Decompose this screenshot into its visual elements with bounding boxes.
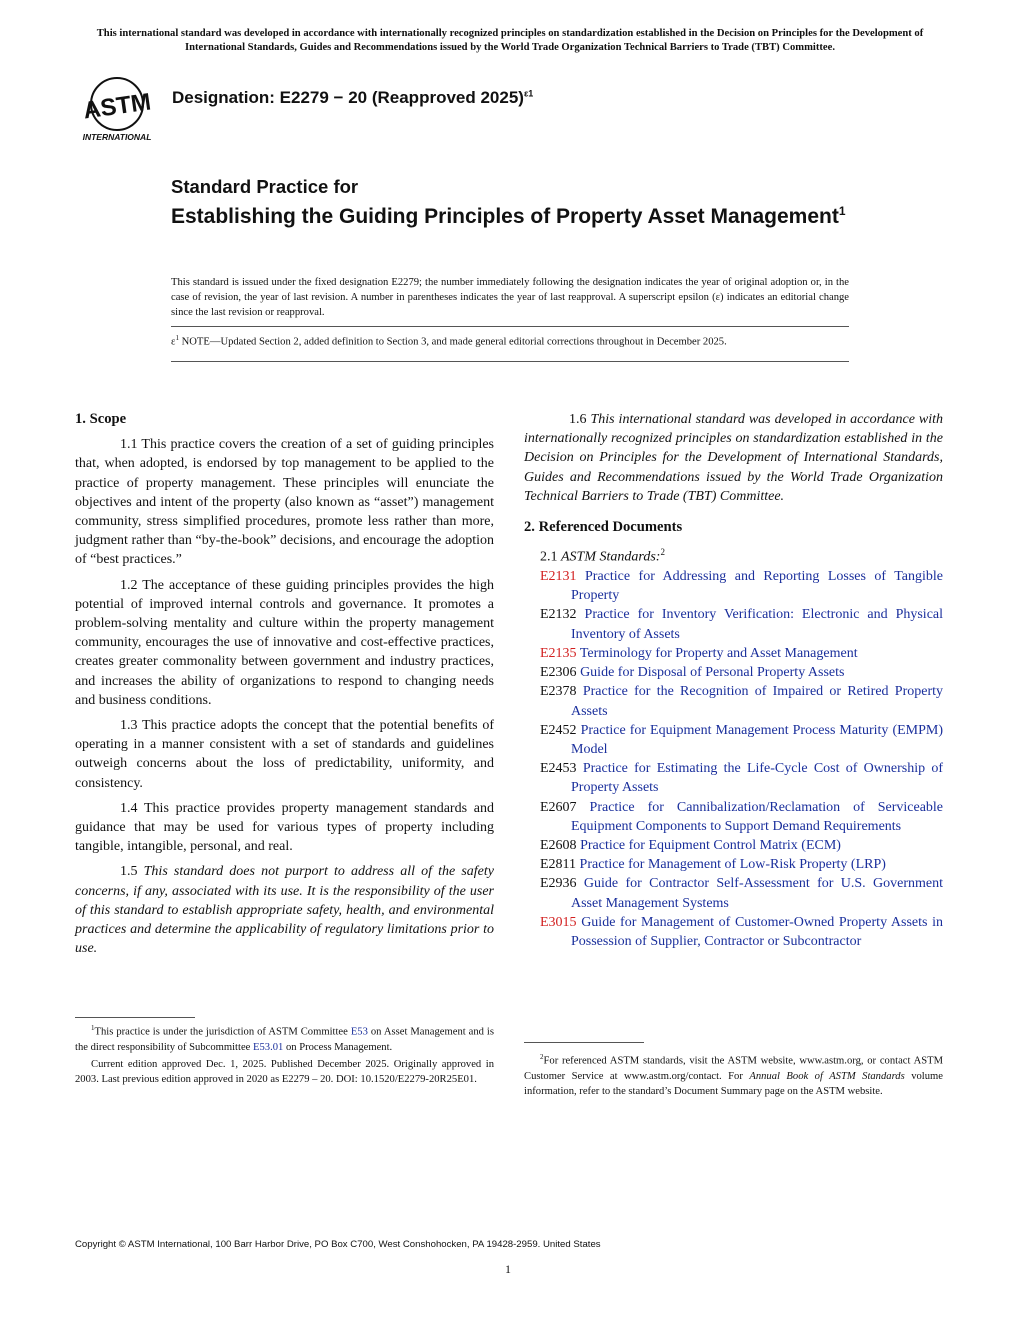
- footnote-2-mark: 2: [540, 1053, 544, 1061]
- title-line-2: [171, 198, 871, 230]
- right-column: [524, 410, 943, 951]
- reference-title-link[interactable]: Practice for Equipment Management Process Maturity (EMPM) Model: [571, 722, 944, 757]
- issuance-statement: This standard is issued under the fixed designation E2279; the number immediately following the designation indicates the year of original adoption or, in the case of revision, the year of last revision. A number in parentheses indicates the year of last reapproval. A superscript epsilon (ε) indicates an editorial change since the last revision or reapproval.: [171, 277, 849, 318]
- reference-code: E2132: [540, 607, 577, 623]
- designation-superscript: ε1: [523, 88, 534, 99]
- paragraph-1-5: [75, 862, 494, 958]
- committee-e53-link[interactable]: E53: [350, 1026, 368, 1038]
- footnote-1-text-a: This practice is under the jurisdiction of ASTM Committee: [94, 1026, 351, 1038]
- designation-text: Designation: E2279 − 20 (Reapproved 2025): [172, 88, 524, 107]
- reference-item: [540, 798, 943, 836]
- divider: [171, 361, 849, 362]
- reference-item: [540, 605, 943, 643]
- paragraph-1-4: 1.4 This practice provides property management standards and guidance that may be used for various types of property including tangible, intangible, personal, and real.: [75, 800, 494, 855]
- reference-code: E2607: [540, 799, 577, 815]
- paragraph-1-1: 1.1 This practice covers the creation of a set of guiding principles that, when adopted, is endorsed by top management to be applied to the practice of property management. These principles will enunciate the objectives and intent of the property (also known as “asset”) management community, stress simplified procedures, promote less rather than more, judgment rather than “by-the-book” decisions, and encourage the adoption of “best practices.”: [75, 437, 494, 568]
- title-footnote-mark: 1: [838, 204, 846, 218]
- footnote-1-para-1: [75, 1021, 494, 1055]
- paragraph-1-6-num: 1.6: [569, 412, 591, 427]
- reference-item: [540, 567, 943, 605]
- footnote-rule: [524, 1042, 644, 1043]
- reference-code[interactable]: E2135: [540, 645, 577, 661]
- epsilon-mark: ε: [171, 336, 176, 348]
- reference-title-link[interactable]: Guide for Contractor Self-Assessment for U.S. Government Asset Management Systems: [571, 876, 943, 911]
- title-main: Establishing the Guiding Principles of Property Asset Management: [171, 205, 839, 228]
- reference-item: [540, 913, 943, 951]
- top-notice: This international standard was developed in accordance with internationally recognized principles on standardization established in the Decision on Principles for the Development of International Standards, Guides and Recommendations issued by the World Trade Organization Technical Barriers to Trade (TBT) Committee.: [96, 28, 924, 53]
- paragraph-1-5-num: 1.5: [120, 864, 144, 880]
- reference-item: [540, 644, 943, 663]
- footnote-1: [75, 1021, 494, 1089]
- divider: [171, 326, 849, 327]
- intro-num: 2.1: [540, 549, 561, 565]
- editorial-note-text: NOTE—Updated Section 2, added definition to Section 3, and made general editorial corrections throughout in December 2025.: [178, 336, 727, 348]
- reference-item: [540, 721, 943, 759]
- astm-logo: [74, 76, 160, 144]
- referenced-documents-heading: 2. Referenced Documents: [524, 519, 683, 536]
- paragraph-1-5-text: This standard does not purport to address all of the safety concerns, if any, associated with its use. It is the responsibility of the user of this standard to establish appropriate safety, health, and environmental practices and determine the applicability of regulatory limitations prior to use.: [75, 864, 495, 957]
- reference-item: [540, 855, 943, 874]
- paragraph-1-6-text: This international standard was developed in accordance with internationally recognized principles on standardization established in the Decision on Principles for the Development of International Standards, Guides and Recommendations issued by the World Trade Organization Technical Barriers to Trade (TBT) Committee.: [524, 412, 944, 504]
- reference-code[interactable]: E3015: [540, 914, 577, 930]
- subcommittee-e53-01-link[interactable]: E53.01: [253, 1041, 284, 1053]
- document-title: [171, 175, 871, 230]
- footnote-2-italic: Annual Book of ASTM Standards: [749, 1070, 905, 1082]
- footnote-1-mark: 1: [91, 1024, 95, 1032]
- copyright-footer: Copyright © ASTM International, 100 Barr Harbor Drive, PO Box C700, West Conshohocken, PA 19428-2959. United States: [75, 1239, 601, 1250]
- reference-title-link[interactable]: Guide for Disposal of Personal Property Assets: [580, 665, 845, 681]
- page-number: 1: [505, 1262, 511, 1276]
- footnote-1-text-c: on Process Management.: [283, 1041, 393, 1053]
- reference-item: [540, 682, 943, 720]
- reference-code: E2936: [540, 876, 577, 892]
- reference-title-link[interactable]: Practice for the Recognition of Impaired or Retired Property Assets: [571, 684, 943, 719]
- footnote-2: [524, 1050, 943, 1101]
- reference-code: E2608: [540, 837, 577, 853]
- intro-text: ASTM Standards:: [561, 549, 661, 565]
- footnote-2-text-a: For referenced ASTM standards, visit the ASTM website, www.astm.org, or contact ASTM Customer Service at www.astm.org/contact. For: [524, 1055, 943, 1082]
- intro-sup: 2: [660, 547, 665, 558]
- reference-title-link[interactable]: Practice for Addressing and Reporting Losses of Tangible Property: [571, 569, 944, 604]
- left-column: [75, 410, 494, 964]
- paragraph-1-3: 1.3 This practice adopts the concept that the potential benefits of operating in a manner consistent with a set of standards and guidelines outweigh concerns about the loss of predictability, uniformity, and consistency.: [75, 718, 494, 791]
- footnote-rule: [75, 1017, 195, 1018]
- editorial-note: [171, 331, 849, 350]
- reference-title-link[interactable]: Practice for Management of Low-Risk Property (LRP): [579, 857, 886, 873]
- reference-code: E2306: [540, 665, 577, 681]
- reference-code: E2811: [540, 857, 577, 873]
- logo-caption: INTERNATIONAL: [82, 132, 152, 142]
- reference-title-link[interactable]: Practice for Cannibalization/Reclamation of Serviceable Equipment Components to Support Demand Requirements: [571, 799, 944, 834]
- reference-title-link[interactable]: Practice for Estimating the Life-Cycle Cost of Ownership of Property Assets: [571, 761, 943, 796]
- reference-item: [540, 836, 943, 855]
- paragraph-1-2: 1.2 The acceptance of these guiding principles provides the high potential of improved internal controls and governance. It promotes a problem-solving mentality and culture within the property management community, encourages the use of innovative and cost-effective practices, creates greater commonality between government and industry practices, and increases the ability of organizations to respond to changing needs and business conditions.: [75, 577, 494, 708]
- footnote-1-text-b: on Asset Management and is the direct responsibility of Subcommittee: [75, 1026, 494, 1053]
- reference-code[interactable]: E2131: [540, 569, 577, 585]
- reference-item: [540, 874, 943, 912]
- footnote-2-para: [524, 1050, 943, 1099]
- footnote-2-text-b: volume information, refer to the standard’s Document Summary page on the ASTM website.: [524, 1070, 943, 1097]
- reference-item: [540, 663, 943, 682]
- logo-text: ASTM: [81, 88, 153, 125]
- reference-code: E2453: [540, 761, 577, 777]
- reference-code: E2452: [540, 722, 577, 738]
- designation: [172, 88, 533, 108]
- footnote-1-para-2: Current edition approved Dec. 1, 2025. Published December 2025. Originally approved in 2003. Last previous edition approved in 2020 as E2279 – 20. DOI: 10.1520/E2279-20R25E01.: [75, 1058, 494, 1085]
- reference-list: [524, 567, 943, 951]
- reference-item: [540, 759, 943, 797]
- scope-heading: 1. Scope: [75, 411, 127, 427]
- reference-title-link[interactable]: Guide for Management of Customer-Owned Property Assets in Possession of Supplier, Contractor or Subcontractor: [571, 914, 943, 949]
- paragraph-1-6: [524, 410, 943, 506]
- title-line-1: Standard Practice for: [171, 176, 359, 197]
- reference-title-link[interactable]: Practice for Inventory Verification: Electronic and Physical Inventory of Assets: [571, 607, 944, 642]
- reference-code: E2378: [540, 684, 577, 700]
- astm-standards-intro: [524, 543, 943, 567]
- epsilon-sup: 1: [175, 334, 179, 342]
- reference-title-link[interactable]: Terminology for Property and Asset Management: [579, 645, 858, 661]
- reference-title-link[interactable]: Practice for Equipment Control Matrix (ECM): [580, 837, 841, 853]
